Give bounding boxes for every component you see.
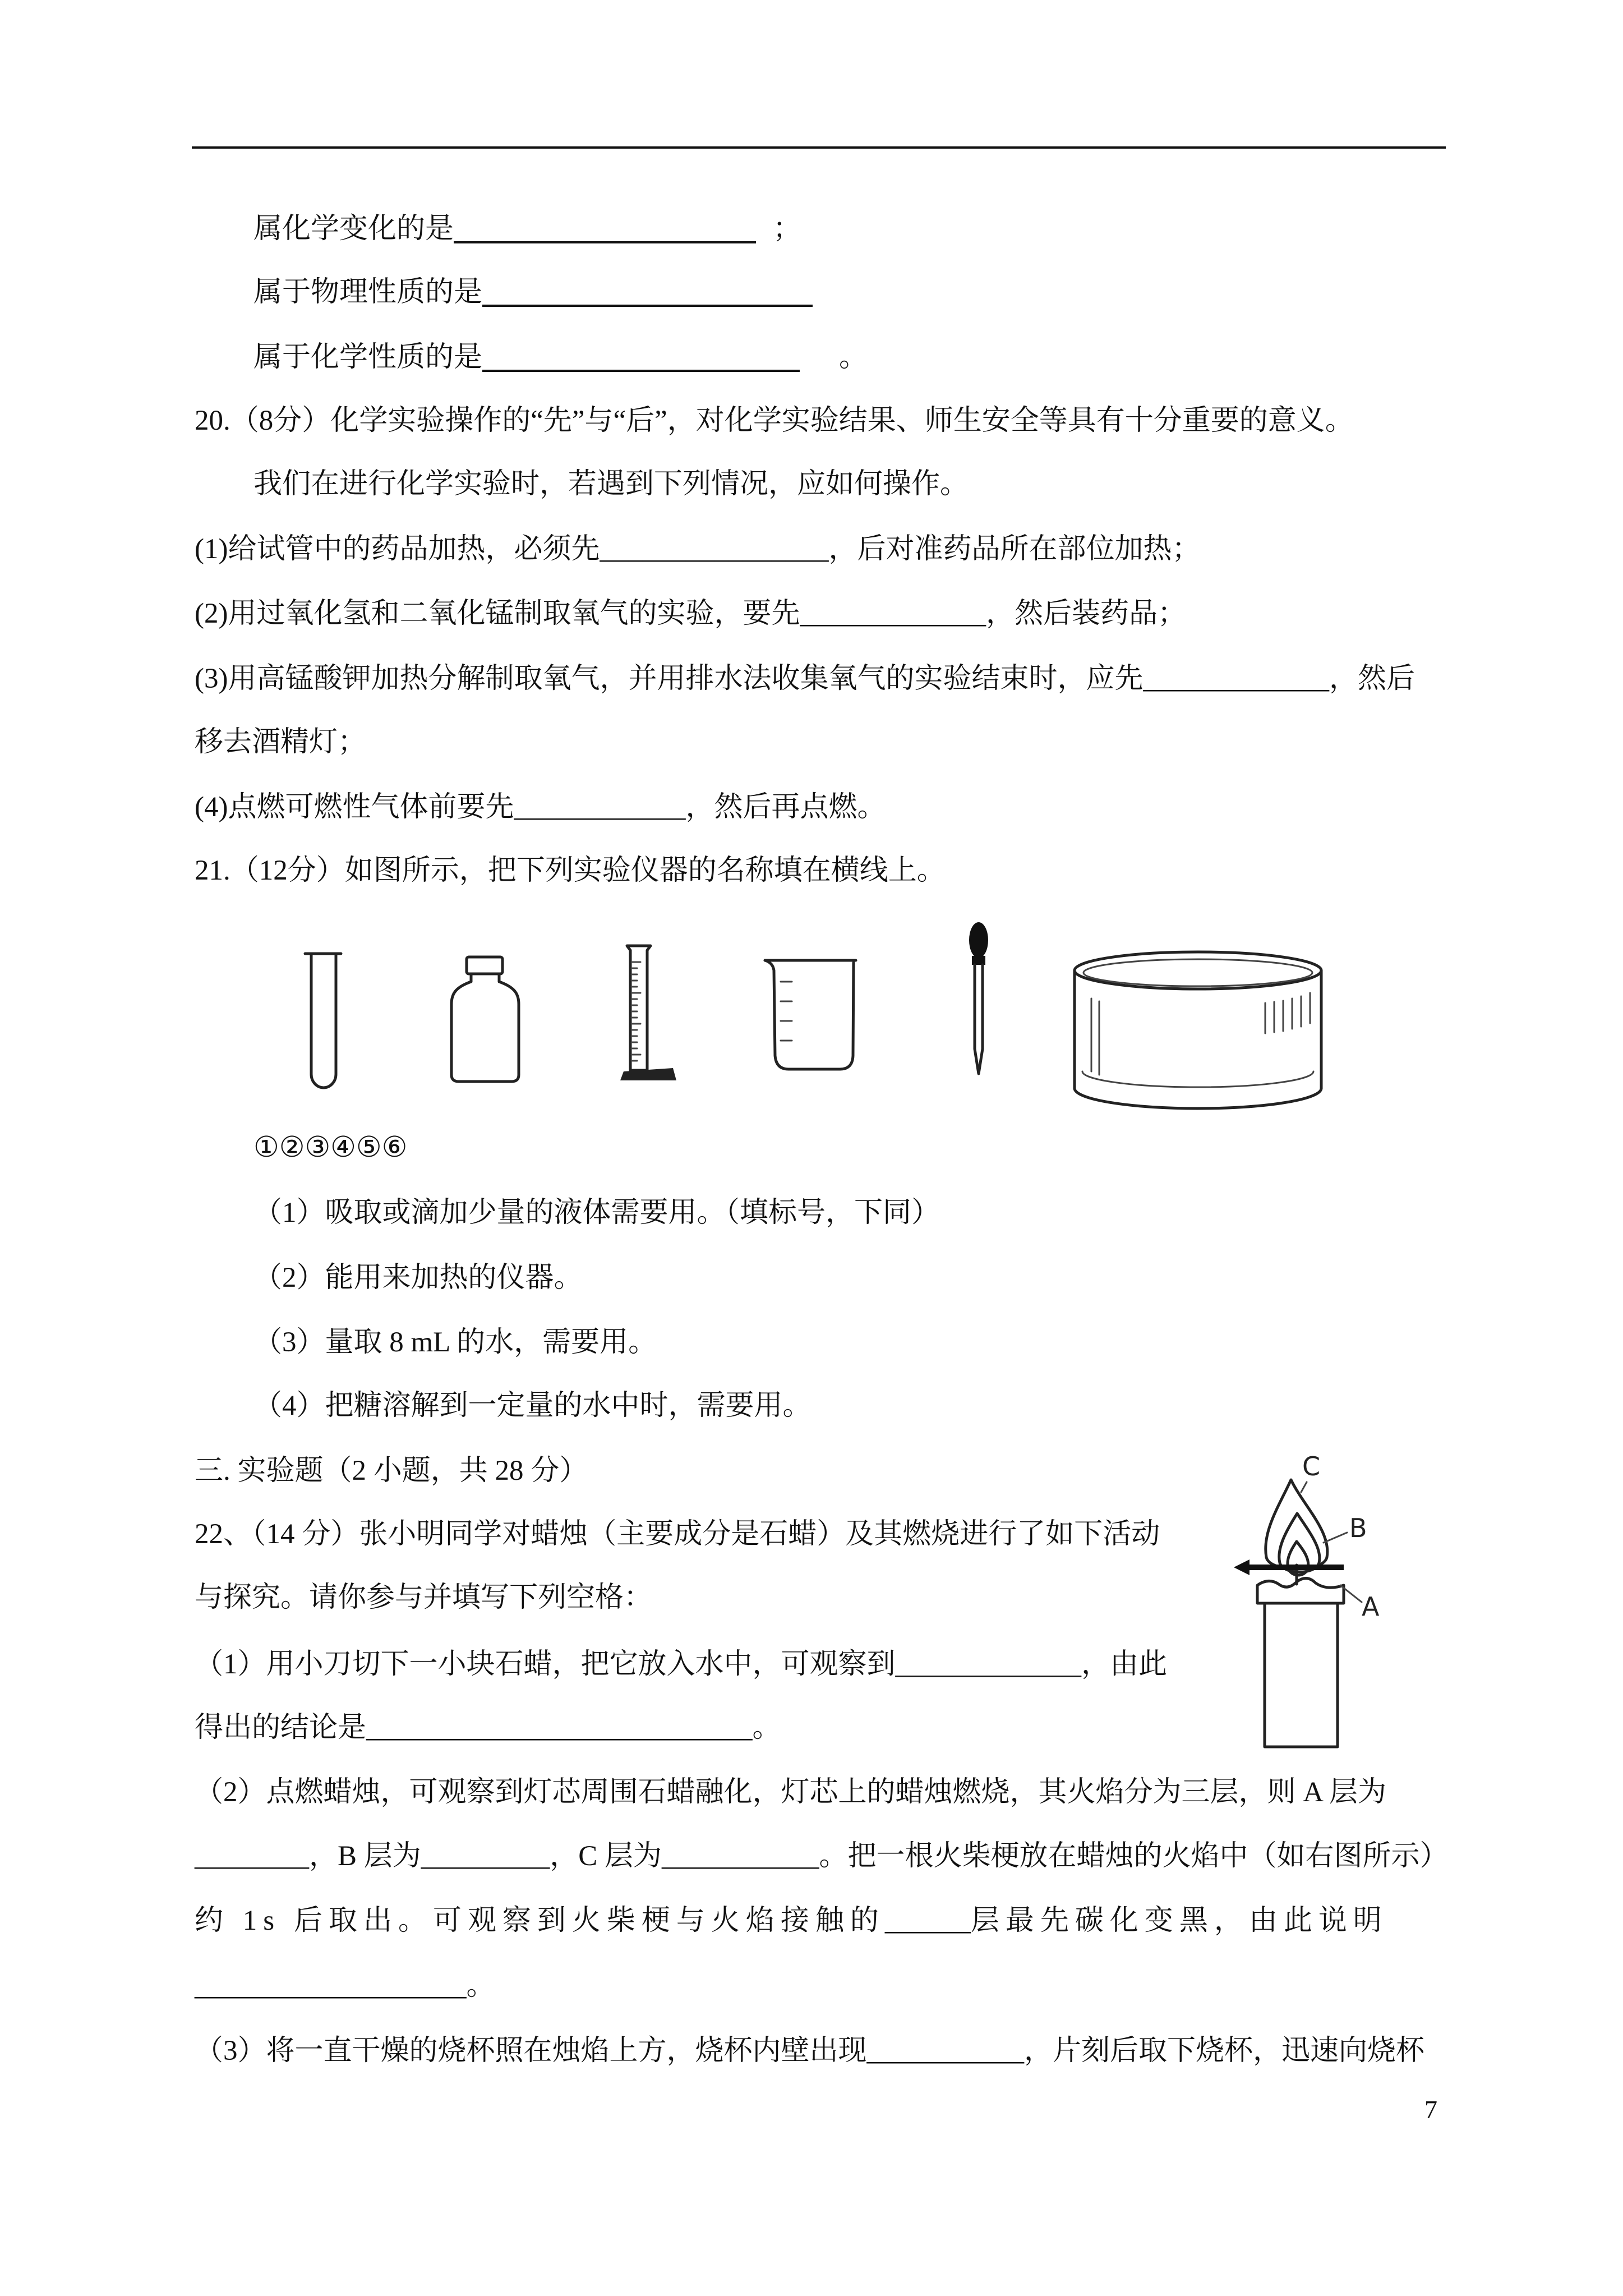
q22-part2-line3-post: 层最先碳化变黑，由此说明 [970,1905,1388,1936]
q22-part2-line2: ________，B 层为_________，C 层为___________。把一根火柴梗放在蜡烛的火焰中（如右图所示） [195,1841,1449,1872]
q21-title: 21.（12分）如图所示，把下列实验仪器的名称填在横线上。 [195,855,946,886]
wide-mouth-bottle-icon [451,957,519,1082]
q20-item-3-cont: 移去酒精灯； [195,726,367,758]
q21-item-1: （1）吸取或滴加少量的液体需要用。（填标号，下同） [253,1197,940,1228]
flame-label-b: B [1349,1513,1367,1543]
instrument-figure [280,909,1346,1122]
line-end-punct: ； [773,213,802,245]
section-heading: 三. 实验题（2 小题，共 28 分） [195,1455,588,1487]
graduated-cylinder-icon [620,946,676,1080]
test-tube-icon [305,954,341,1088]
answer-blank: ______ [884,1905,971,1936]
flame-icon [1266,1480,1327,1575]
answer-blank [482,280,813,307]
answer-blank [482,345,800,372]
chem-change-line [253,212,801,246]
q21-item-2: （2）能用来加热的仪器。 [253,1262,583,1294]
flame-label-a: A [1362,1591,1380,1622]
header-rule [192,146,1446,149]
q22-part3-line1: （3）将一直干燥的烧杯照在烛焰上方，烧杯内壁出现___________，片刻后取下烧杯，迅速向烧杯 [195,2035,1425,2067]
beaker-icon [765,960,856,1069]
q22-title: 22、（14 分）张小明同学对蜡烛（主要成分是石蜡）及其燃烧进行了如下活动 [195,1519,1160,1550]
line-end-punct: 。 [839,342,868,373]
q20-title: 20.（8分）化学实验操作的“先”与“后”，对化学实验结果、师生安全等具有十分重要的意义。 [195,405,1354,436]
dropper-icon [969,922,988,1074]
q22-part2-line4: ___________________。 [195,1970,495,2001]
phys-prop-line [253,275,813,309]
q22-part1-line1: （1）用小刀切下一小块石蜡，把它放入水中，可观察到_____________，由此 [195,1649,1168,1680]
q22-part1-line2: 得出的结论是___________________________。 [195,1712,781,1743]
instrument-numbers: ①②③④⑤⑥ [253,1132,408,1163]
q20-item-2: (2)用过氧化氢和二氧化锰制取氧气的实验，要先_____________，然后装药品； [195,598,1186,629]
chem-prop-line [253,341,868,374]
q22-title-cont: 与探究。请你参与并填写下列空格： [195,1582,653,1613]
q20-intro: 我们在进行化学实验时，若遇到下列情况，应如何操作。 [253,468,969,500]
q20-item-3: (3)用高锰酸钾加热分解制取氧气，并用排水法收集氧气的实验结束时，应先_____________，然后 [195,663,1415,694]
page-number: 7 [1424,2095,1437,2124]
flame-label-c: C [1302,1451,1321,1481]
phys-prop-label: 属于物理性质的是 [253,277,483,308]
candle-flame-figure [1217,1453,1391,1756]
q22-part2-line3-pre: 约 1s 后取出。可观察到火柴梗与火焰接触的 [195,1905,885,1936]
trough-icon [1075,952,1321,1108]
q22-part2-line1: （2）点燃蜡烛，可观察到灯芯周围石蜡融化，灯芯上的蜡烛燃烧，其火焰分为三层，则 A 层为 [195,1777,1387,1808]
candle-icon [1257,1565,1344,1747]
q20-item-4: (4)点燃可燃性气体前要先____________，然后再点燃。 [195,792,886,823]
q22-part2-line3 [195,1904,1388,1938]
q21-item-3: （3）量取 8 mL 的水，需要用。 [253,1327,657,1358]
chem-change-label: 属化学变化的是 [253,213,454,245]
q21-item-4: （4）把糖溶解到一定量的水中时，需要用。 [253,1390,811,1421]
answer-blank [454,217,756,243]
chem-prop-label: 属于化学性质的是 [253,342,483,373]
q20-item-1: (1)给试管中的药品加热，必须先________________，后对准药品所在部位加热； [195,533,1201,565]
